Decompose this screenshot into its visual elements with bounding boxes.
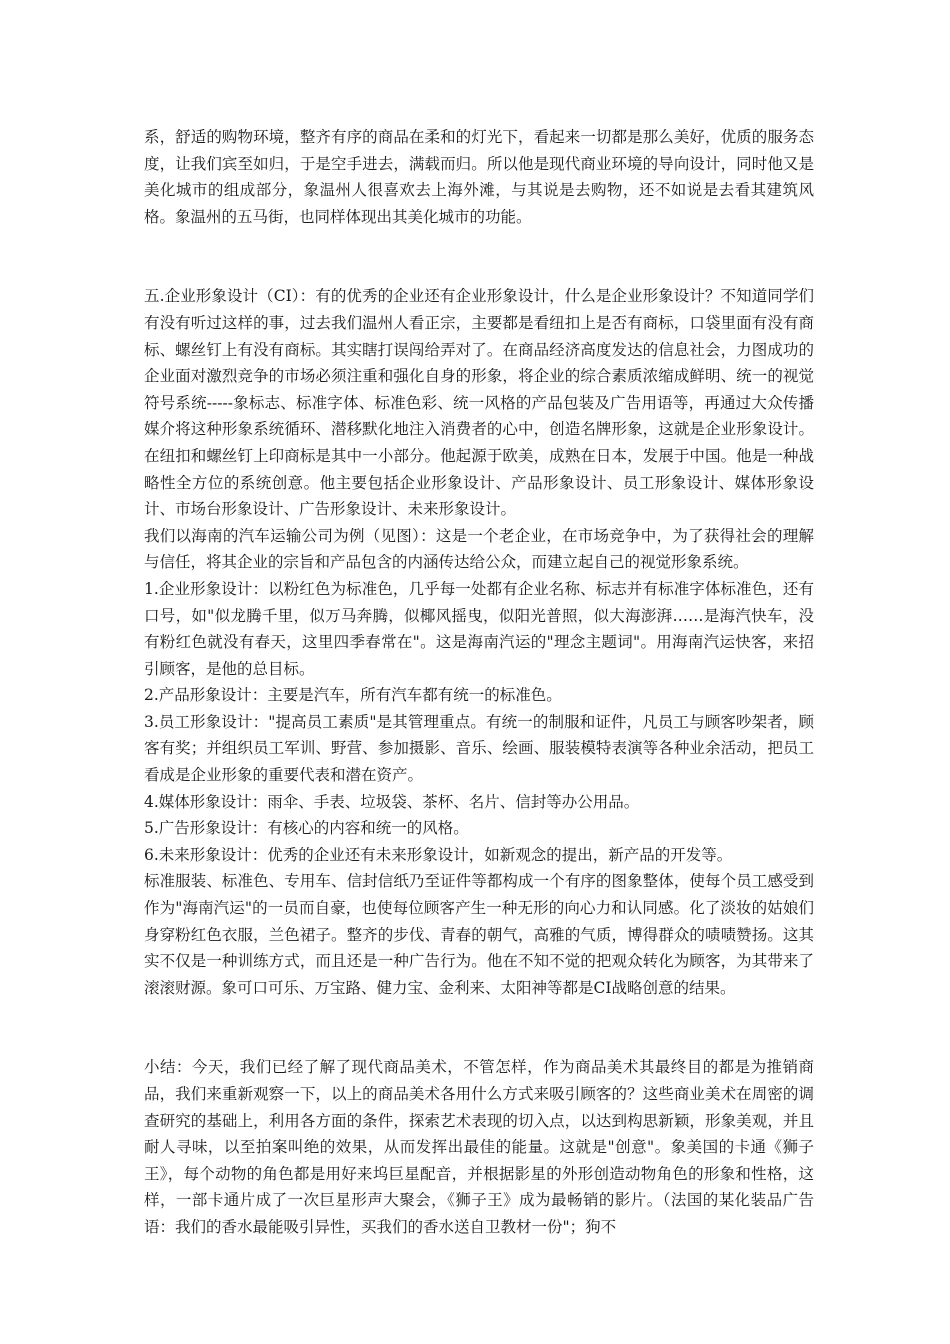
paragraph-gap [144, 1001, 814, 1054]
list-item-future-image: 6.未来形象设计：优秀的企业还有未来形象设计，如新观念的提出，新产品的开发等。 [144, 845, 733, 864]
document-body [144, 124, 814, 1241]
list-item-media-image: 4.媒体形象设计：雨伞、手表、垃圾袋、茶杯、名片、信封等办公用品。 [144, 792, 640, 811]
list-item-product-image: 2.产品形象设计：主要是汽车，所有汽车都有统一的标准色。 [144, 686, 562, 705]
paragraph-ci-definition: 五.企业形象设计（CI）：有的优秀的企业还有企业形象设计，什么是企业形象设计？不知道同学们有没有听过这样的事，过去我们温州人看正宗，主要都是看纽扣上是否有商标，口袋里面有没有商标、螺丝钉上有没有商标。其实瞎打误闯给弄对了。在商品经济高度发达的信息社会，力图成功的企业面对激烈竞争的市场必须注重和强化自身的形象，将企业的综合素质浓缩成鲜明、统一的视觉符号系统-----象标志、标准字体、标准色彩、统一风格的产品包装及广告用语等，再通过大众传播媒介将这种形象系统循环、潜移默化地注入消费者的心中，创造名牌形象，这就是企业形象设计。在纽扣和螺丝钉上印商标是其中一小部分。他起源于欧美，成熟在日本，发展于中国。他是一种战略性全方位的系统创意。他主要包括企业形象设计、产品形象设计、员工形象设计、媒体形象设计、市场台形象设计、广告形象设计、未来形象设计。 [144, 287, 814, 519]
paragraph-uniform-system: 标准服装、标准色、专用车、信封信纸乃至证件等都构成一个有序的图象整体，使每个员工感受到作为"海南汽运"的一员而自豪，也使每位顾客产生一种无形的向心力和认同感。化了淡妆的姑娘们身穿粉红色衣服，兰色裙子。整齐的步伐、青春的朝气，高雅的气质，博得群众的啧啧赞扬。这其实不仅是一种训练方式，而且还是一种广告行为。他在不知不觉的把观众转化为顾客，为其带来了滚滚财源。象可口可乐、万宝路、健力宝、金利来、太阳神等都是CI战略创意的结果。 [144, 872, 814, 997]
paragraph-hainan-example: 我们以海南的汽车运输公司为例（见图）：这是一个老企业，在市场竞争中，为了获得社会的理解与信任，将其企业的宗旨和产品包含的内涵传达给公众，而建立起自己的视觉形象系统。 [144, 526, 814, 572]
list-item-corporate-image: 1.企业形象设计：以粉红色为标准色，几乎每一处都有企业名称、标志并有标准字体标准色，还有口号，如"似龙腾千里，似万马奔腾，似椰风摇曳，似阳光普照，似大海澎湃……是海汽快车，没有粉红色就没有春天，这里四季春常在"。这是海南汽运的"理念主题词"。用海南汽运快客，来招引顾客，是他的总目标。 [144, 579, 814, 678]
paragraph-shopping-environment: 系，舒适的购物环境，整齐有序的商品在柔和的灯光下，看起来一切都是那么美好，优质的服务态度，让我们宾至如归，于是空手进去，满载而归。所以他是现代商业环境的导向设计，同时他又是美化城市的组成部分，象温州人很喜欢去上海外滩，与其说是去购物，还不如说是去看其建筑风格。象温州的五马街，也同样体现出其美化城市的功能。 [144, 128, 814, 226]
paragraph-gap [144, 230, 814, 283]
paragraph-summary: 小结：今天，我们已经了解了现代商品美术，不管怎样，作为商品美术其最终目的都是为推销商品，我们来重新观察一下，以上的商品美术各用什么方式来吸引顾客的？这些商业美术在周密的调查研究的基础上，利用各方面的条件，探索艺术表现的切入点，以达到构思新颖，形象美观，并且耐人寻味，以至拍案叫绝的效果，从而发挥出最佳的能量。这就是"创意"。象美国的卡通《狮子王》，每个动物的角色都是用好来坞巨星配音，并根据影星的外形创造动物角色的形象和性格，这样，一部卡通片成了一次巨星形声大聚会，《狮子王》成为最畅销的影片。（法国的某化装品广告语：我们的香水最能吸引异性，买我们的香水送自卫教材一份"；狗不 [144, 1058, 814, 1236]
list-item-employee-image: 3.员工形象设计："提高员工素质"是其管理重点。有统一的制服和证件，凡员工与顾客吵架者，顾客有奖；并组织员工军训、野营、参加摄影、音乐、绘画、服装模特表演等各种业余活动，把员工看成是企业形象的重要代表和潜在资产。 [144, 712, 814, 785]
list-item-advertising-image: 5.广告形象设计：有核心的内容和统一的风格。 [144, 819, 469, 838]
